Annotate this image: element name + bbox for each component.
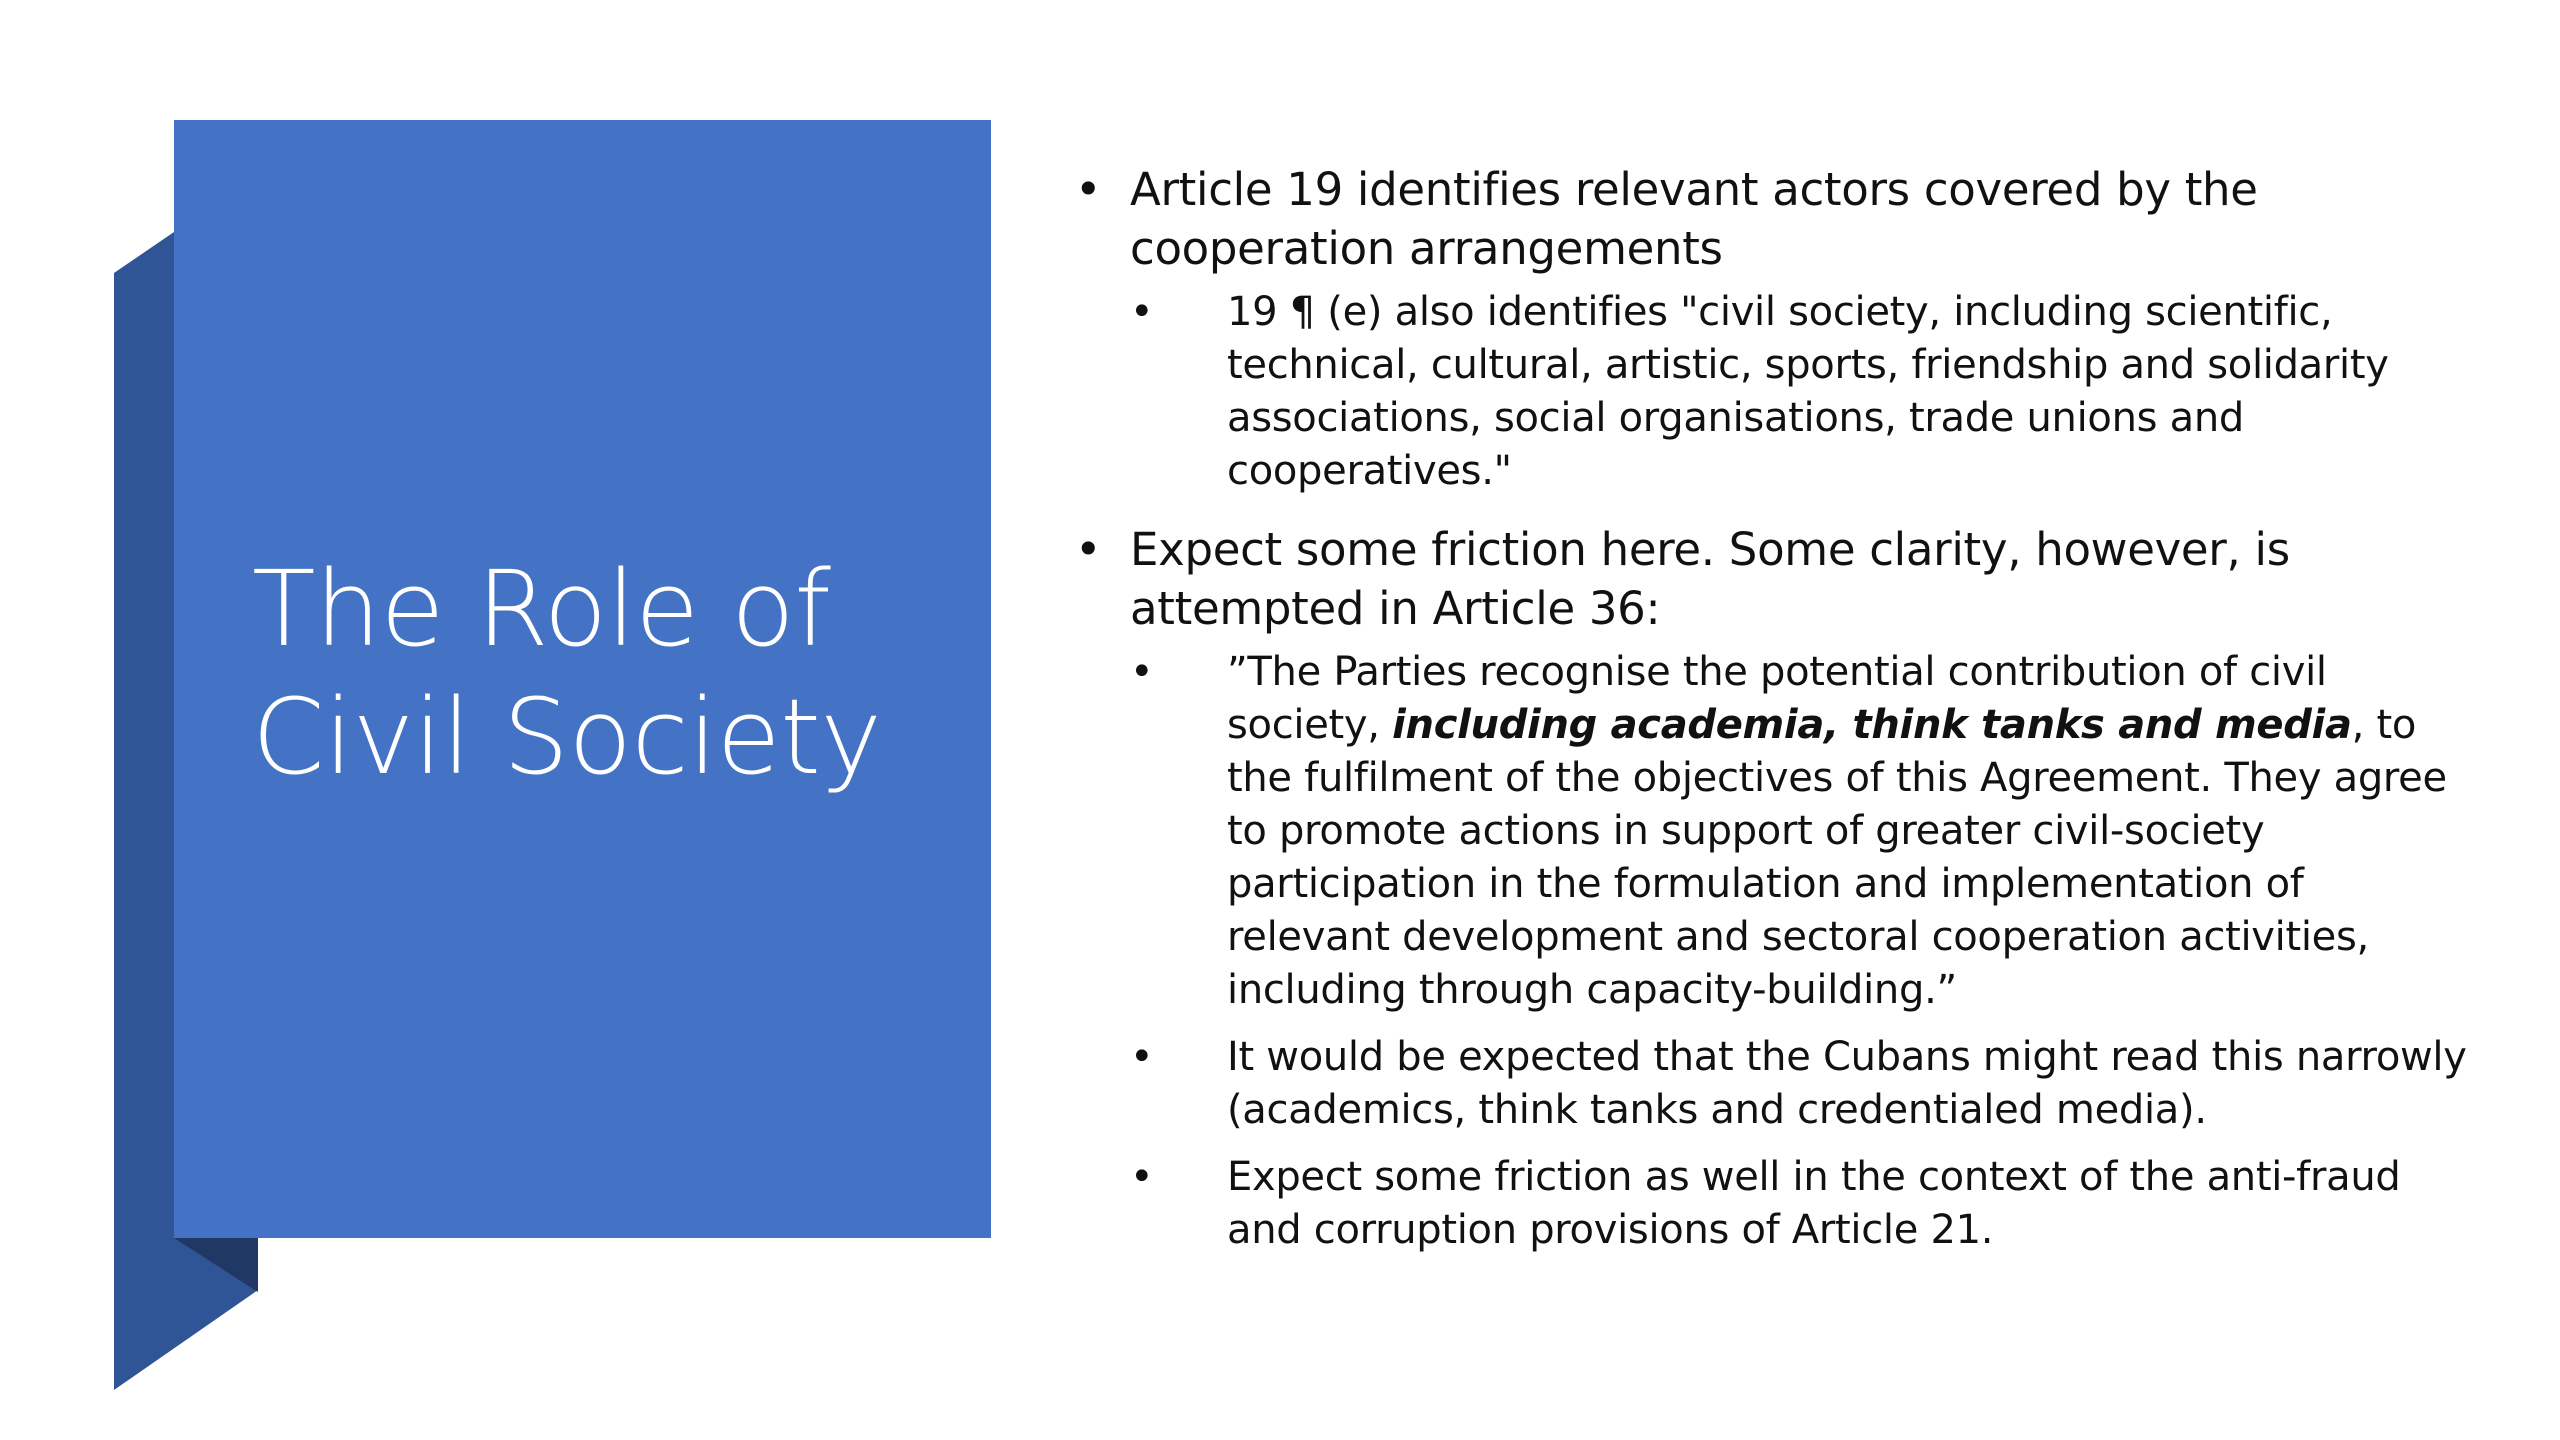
bullet-marker: • bbox=[1075, 523, 1102, 576]
bullet-marker: • bbox=[1075, 163, 1102, 216]
quote-text-after: , to the fulfilment of the objectives of this Agreement. They agree to promote actions in support of greater civil-society participation in the formulation and implementation of relevant development and sectoral cooperation activities, including through capacity-building.” bbox=[1227, 702, 2447, 1013]
bullet-item-friction bbox=[1075, 520, 2475, 1257]
quote-emphasis: including academia, think tanks and media bbox=[1392, 702, 2352, 748]
sub-bullet-text: 19 ¶ (e) also identifies "civil society, including scientific, technical, cultural, artistic, sports, friendship and solidarity associations, social organisations, trade unions and cooperatives." bbox=[1227, 289, 2389, 494]
slide-body bbox=[1075, 160, 2475, 1279]
slide-title bbox=[252, 545, 972, 801]
sub-bullet-item-article-36-quote bbox=[1130, 646, 2475, 1017]
sub-bullet-list bbox=[1130, 646, 2475, 1257]
bullet-text: Expect some friction here. Some clarity, however, is attempted in Article 36: bbox=[1130, 523, 2290, 635]
sub-bullet-list bbox=[1130, 286, 2475, 498]
sub-bullet-item-cubans bbox=[1130, 1031, 2475, 1137]
sub-bullet-text: Expect some friction as well in the context of the anti-fraud and corruption provisions of Article 21. bbox=[1227, 1154, 2401, 1253]
sub-bullet-marker: • bbox=[1130, 289, 1154, 335]
bullet-list bbox=[1075, 160, 2475, 1257]
sub-bullet-text: It would be expected that the Cubans might read this narrowly (academics, think tanks and credentialed media). bbox=[1227, 1034, 2467, 1133]
quote-text-before: ”The Parties recognise the potential contribution of civil society, bbox=[1227, 649, 2327, 748]
sub-bullet-marker: • bbox=[1130, 1154, 1154, 1200]
bullet-item-article-19 bbox=[1075, 160, 2475, 498]
sub-bullet-item-19e bbox=[1130, 286, 2475, 498]
sub-bullet-marker: • bbox=[1130, 1034, 1154, 1080]
sub-bullet-marker: • bbox=[1130, 649, 1154, 695]
slide-title-line-1: The Role of bbox=[252, 548, 831, 670]
slide-title-line-2: Civil Society bbox=[252, 676, 882, 798]
sub-bullet-item-anti-fraud bbox=[1130, 1151, 2475, 1257]
bullet-text: Article 19 identifies relevant actors covered by the cooperation arrangements bbox=[1130, 163, 2258, 275]
